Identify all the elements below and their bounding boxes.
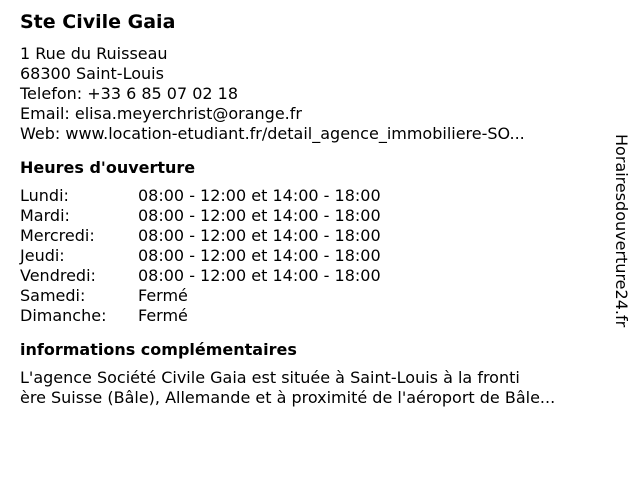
hours-row-mercredi [20,226,600,246]
address-line-1: 1 Rue du Ruisseau [20,44,168,63]
day-hours: Fermé [138,306,188,325]
info-line-1: L'agence Société Civile Gaia est située à Saint-Louis à la fronti [20,368,520,387]
day-hours: 08:00 - 12:00 et 14:00 - 18:00 [138,266,381,285]
day-label: Jeudi: [20,246,65,265]
info-heading: informations complémentaires [20,340,297,359]
day-label: Dimanche: [20,306,107,325]
day-label: Vendredi: [20,266,96,285]
hours-row-dimanche [20,306,600,326]
side-brand-watermark: Horairesdouverture24.fr [612,134,631,328]
business-name: Ste Civile Gaia [20,11,176,33]
day-hours: 08:00 - 12:00 et 14:00 - 18:00 [138,246,381,265]
day-label: Samedi: [20,286,86,305]
business-card [20,10,600,408]
day-hours: 08:00 - 12:00 et 14:00 - 18:00 [138,186,381,205]
day-label: Mardi: [20,206,70,225]
web-line: Web: www.location-etudiant.fr/detail_agence_immobiliere-SO... [20,124,525,143]
hours-heading: Heures d'ouverture [20,158,196,177]
info-description [20,368,610,408]
day-hours: Fermé [138,286,188,305]
hours-row-samedi [20,286,600,306]
day-label: Lundi: [20,186,69,205]
address-line-2: 68300 Saint-Louis [20,64,164,83]
hours-row-lundi [20,186,600,206]
hours-row-vendredi [20,266,600,286]
phone-line: Telefon: +33 6 85 07 02 18 [20,84,239,103]
day-label: Mercredi: [20,226,95,245]
day-hours: 08:00 - 12:00 et 14:00 - 18:00 [138,206,381,225]
hours-row-jeudi [20,246,600,266]
hours-table [20,186,600,326]
day-hours: 08:00 - 12:00 et 14:00 - 18:00 [138,226,381,245]
email-line: Email: elisa.meyerchrist@orange.fr [20,104,302,123]
info-line-2: ère Suisse (Bâle), Allemande et à proximité de l'aéroport de Bâle... [20,388,556,407]
hours-row-mardi [20,206,600,226]
